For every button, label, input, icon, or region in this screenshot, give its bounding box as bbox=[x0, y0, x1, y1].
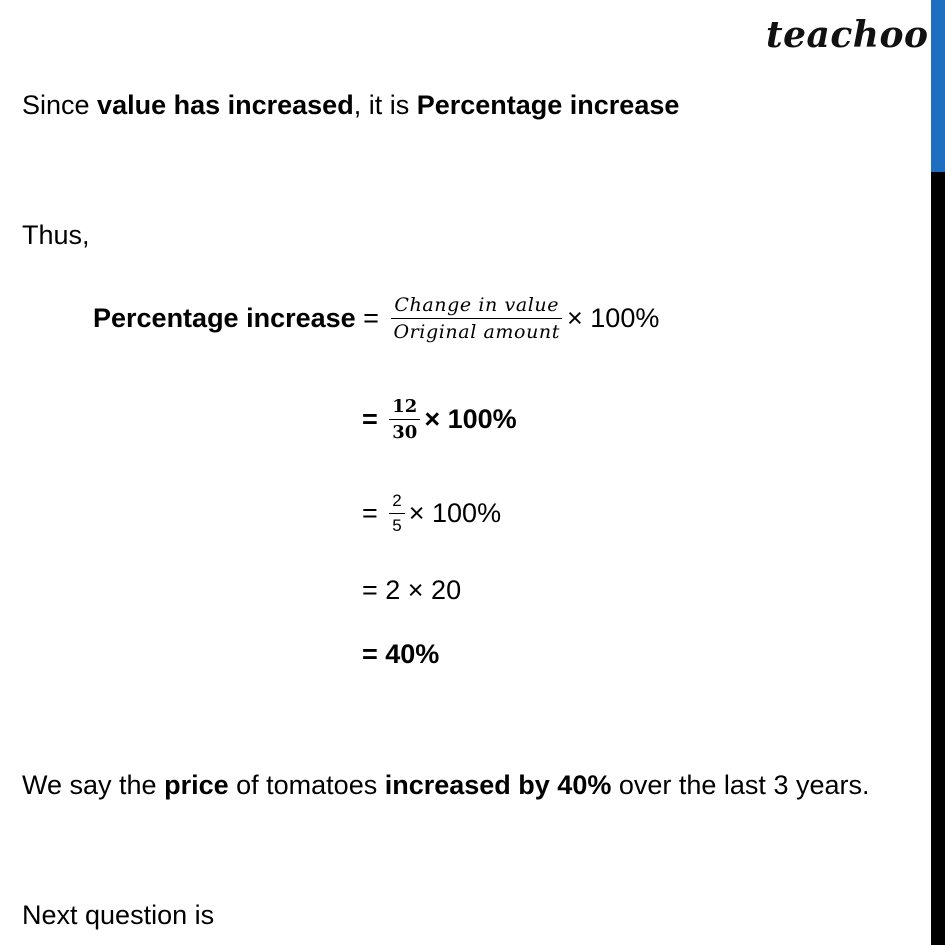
formula-equals: = bbox=[355, 303, 387, 333]
conclusion-text-2: of tomatoes bbox=[228, 770, 385, 800]
step2-equals: = bbox=[362, 498, 386, 528]
intro-text-2: , it is bbox=[353, 90, 417, 120]
step3-line: = 2 × 20 bbox=[362, 575, 462, 605]
formula-fraction bbox=[390, 294, 563, 343]
thus-text: Thus, bbox=[22, 220, 90, 250]
conclusion-sentence bbox=[22, 768, 869, 802]
step2-fraction bbox=[389, 491, 404, 536]
teachoo-logo: teachoo bbox=[766, 14, 929, 56]
step1-fraction bbox=[389, 396, 420, 443]
step1-numerator: 12 bbox=[389, 396, 420, 420]
intro-sentence bbox=[22, 88, 679, 122]
next-question-text: Next question is bbox=[22, 900, 215, 930]
step2-numerator: 2 bbox=[389, 491, 404, 514]
scroll-track bbox=[931, 172, 945, 945]
step1-equals: = bbox=[362, 404, 386, 434]
conclusion-bold-2: increased by 40% bbox=[384, 770, 612, 800]
formula-numerator: Change in value bbox=[391, 294, 562, 319]
scroll-indicator[interactable] bbox=[931, 0, 945, 172]
conclusion-bold-1: price bbox=[164, 770, 229, 800]
conclusion-text-3: over the last 3 years. bbox=[611, 770, 870, 800]
intro-bold-2: Percentage increase bbox=[416, 90, 680, 120]
step1-line bbox=[362, 396, 517, 443]
intro-text-1: Since bbox=[22, 90, 98, 120]
step4-line: = 40% bbox=[362, 639, 440, 669]
formula-denominator: Original amount bbox=[393, 321, 561, 343]
step1-times: × 100% bbox=[424, 404, 517, 434]
formula-times: × 100% bbox=[567, 303, 660, 333]
intro-bold-1: value has increased bbox=[97, 90, 354, 120]
formula-line bbox=[93, 294, 659, 343]
formula-label: Percentage increase bbox=[93, 303, 356, 333]
step2-denominator: 5 bbox=[392, 516, 402, 535]
step1-denominator: 30 bbox=[392, 422, 418, 443]
step2-times: × 100% bbox=[408, 498, 502, 528]
conclusion-text-1: We say the bbox=[22, 770, 165, 800]
step2-line bbox=[362, 491, 501, 536]
